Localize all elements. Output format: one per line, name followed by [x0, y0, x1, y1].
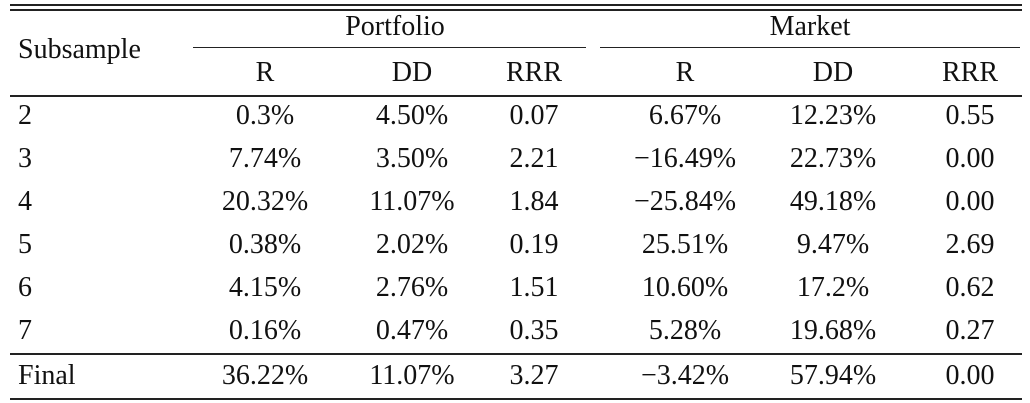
row-label: 3 — [18, 143, 32, 174]
table-cell: 49.18% — [789, 186, 877, 217]
table-cell: 0.35 — [509, 315, 559, 346]
group-underline-portfolio — [193, 47, 586, 48]
table-cell: −16.49% — [633, 143, 737, 174]
row-label: 4 — [18, 186, 32, 217]
table-cell: 0.38% — [228, 229, 302, 260]
table-cell: 20.32% — [221, 186, 309, 217]
table-cell: 0.00 — [945, 360, 995, 391]
table-cell: 0.16% — [228, 315, 302, 346]
row-label: 2 — [18, 100, 32, 131]
group-header-market: Market — [769, 11, 851, 42]
table-cell: 17.2% — [796, 272, 870, 303]
table-cell: 10.60% — [641, 272, 729, 303]
table-cell: 3.50% — [375, 143, 449, 174]
table-cell: 22.73% — [789, 143, 877, 174]
group-header-portfolio: Portfolio — [345, 11, 445, 42]
table-cell: 4.50% — [375, 100, 449, 131]
table-cell: 57.94% — [789, 360, 877, 391]
table-cell: 0.55 — [945, 100, 995, 131]
bottom-rule — [10, 398, 1022, 400]
table-cell: 0.3% — [235, 100, 295, 131]
table-cell: −3.42% — [640, 360, 730, 391]
stub-header: Subsample — [18, 34, 141, 65]
table-cell: 2.76% — [375, 272, 449, 303]
table-cell: 25.51% — [641, 229, 729, 260]
table-cell: 5.28% — [648, 315, 722, 346]
column-header: R — [675, 57, 695, 88]
table-cell: 19.68% — [789, 315, 877, 346]
column-header: R — [255, 57, 275, 88]
table-cell: −25.84% — [633, 186, 737, 217]
top-rule-inner — [10, 9, 1022, 11]
table-cell: 0.27 — [945, 315, 995, 346]
table-cell: 2.21 — [509, 143, 559, 174]
table-cell: 0.00 — [945, 186, 995, 217]
column-header: RRR — [941, 57, 999, 88]
group-underline-market — [600, 47, 1020, 48]
row-label: 6 — [18, 272, 32, 303]
table-cell: 0.19 — [509, 229, 559, 260]
table-cell: 7.74% — [228, 143, 302, 174]
table-cell: 11.07% — [369, 360, 455, 391]
header-rule — [10, 95, 1022, 97]
table-cell: 9.47% — [796, 229, 870, 260]
table-cell: 0.07 — [509, 100, 559, 131]
column-header: DD — [391, 57, 433, 88]
table-cell: 1.51 — [509, 272, 559, 303]
final-rule — [10, 353, 1022, 355]
table-cell: 0.62 — [945, 272, 995, 303]
column-header: DD — [812, 57, 854, 88]
column-header: RRR — [505, 57, 563, 88]
row-label: 5 — [18, 229, 32, 260]
table-cell: 11.07% — [369, 186, 455, 217]
row-label: 7 — [18, 315, 32, 346]
table-cell: 36.22% — [221, 360, 309, 391]
table-cell: 3.27 — [509, 360, 559, 391]
table-cell: 12.23% — [789, 100, 877, 131]
table-cell: 2.69 — [945, 229, 995, 260]
table-cell: 0.00 — [945, 143, 995, 174]
table-cell: 4.15% — [228, 272, 302, 303]
top-rule-outer — [10, 4, 1022, 6]
table-cell: 2.02% — [375, 229, 449, 260]
table-cell: 1.84 — [509, 186, 559, 217]
table-cell: 0.47% — [375, 315, 449, 346]
row-label: Final — [18, 360, 76, 391]
table-cell: 6.67% — [648, 100, 722, 131]
